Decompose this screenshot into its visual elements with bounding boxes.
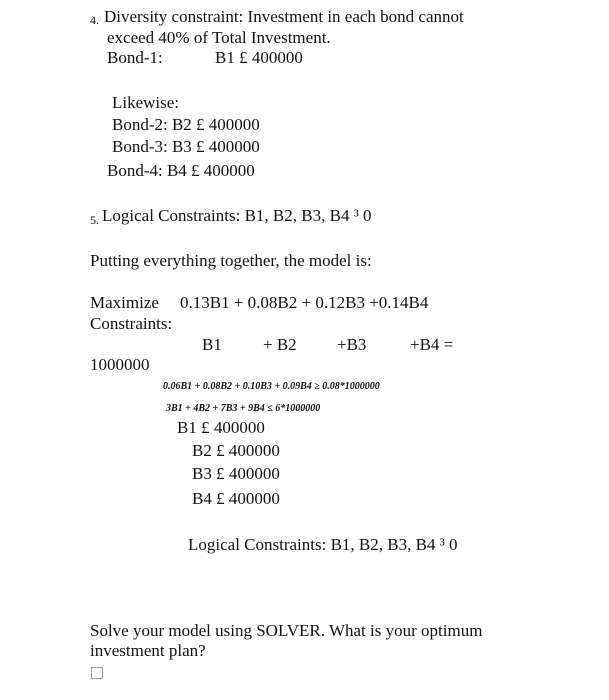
b1-limit: B1 £ 400000 bbox=[177, 418, 265, 437]
b3-limit: B3 £ 400000 bbox=[192, 464, 280, 483]
constraint-1-b3: +B3 bbox=[337, 335, 367, 354]
constraint-3-duration: 3B1 + 4B2 + 7B3 + 9B4 ≤ 6*1000000 bbox=[166, 403, 321, 414]
maximize-label: Maximize bbox=[90, 293, 159, 312]
likewise-label: Likewise: bbox=[112, 93, 180, 112]
section-5-number: 5. bbox=[90, 213, 99, 227]
constraint-1-b2: + B2 bbox=[263, 335, 297, 354]
model-intro: Putting everything together, the model is: bbox=[90, 251, 372, 270]
section-4-number: 4. bbox=[90, 13, 99, 27]
constraint-1-b4: +B4 = bbox=[410, 335, 454, 354]
section-4-text-line1: Diversity constraint: Investment in each bond cannot bbox=[104, 7, 464, 26]
b2-limit: B2 £ 400000 bbox=[192, 441, 280, 460]
answer-checkbox[interactable] bbox=[91, 667, 103, 679]
bond-1-label: Bond-1: bbox=[107, 48, 163, 67]
bond-3-constraint: Bond-3: B3 £ 400000 bbox=[112, 137, 260, 156]
objective-function: 0.13B1 + 0.08B2 + 0.12B3 +0.14B4 bbox=[180, 293, 429, 312]
constraint-1-rhs: 1000000 bbox=[90, 355, 150, 374]
bond-2-constraint: Bond-2: B2 £ 400000 bbox=[112, 115, 260, 134]
section-4-text-line2: exceed 40% of Total Investment. bbox=[107, 28, 331, 47]
bond-4-constraint: Bond-4: B4 £ 400000 bbox=[107, 161, 255, 180]
constraint-2-return: 0.06B1 + 0.08B2 + 0.10B3 + 0.09B4 ≥ 0.08*1000000 bbox=[163, 381, 380, 392]
bond-1-value: B1 £ 400000 bbox=[215, 48, 303, 67]
section-5-text: Logical Constraints: B1, B2, B3, B4 ³ 0 bbox=[102, 206, 372, 225]
b4-limit: B4 £ 400000 bbox=[192, 489, 280, 508]
constraint-1-b1: B1 bbox=[202, 335, 222, 354]
constraints-label: Constraints: bbox=[90, 314, 173, 333]
question-line2: investment plan? bbox=[90, 641, 206, 660]
question-line1: Solve your model using SOLVER. What is your optimum bbox=[90, 621, 483, 640]
logical-constraints: Logical Constraints: B1, B2, B3, B4 ³ 0 bbox=[188, 535, 458, 554]
